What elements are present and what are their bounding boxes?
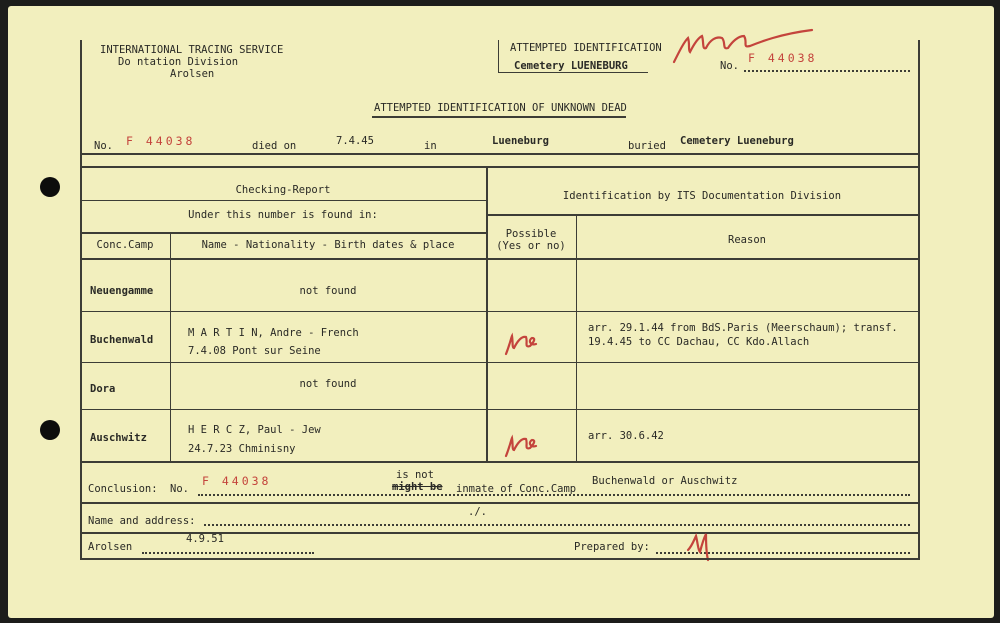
conclusion-inmate: inmate of Conc.Camp (456, 483, 577, 495)
org-name: INTERNATIONAL TRACING SERVICE (100, 44, 284, 56)
row-name: not found (299, 285, 357, 297)
row-reason: arr. 30.6.42 (588, 430, 664, 442)
possible-no-mark (502, 430, 542, 460)
col-header-name: Name - Nationality - Birth dates & place (201, 239, 455, 251)
header-box-bottom (498, 72, 648, 73)
row-name: not found (299, 378, 357, 390)
row-line (80, 409, 920, 410)
row-camp: Auschwitz (90, 432, 147, 444)
possible-no-mark (502, 328, 542, 358)
name-address-value: ./. (468, 506, 487, 518)
checking-subtitle: Under this number is found in: (188, 209, 378, 221)
header-row-line (80, 258, 920, 260)
record-no-value: F 44038 (126, 134, 196, 148)
conclusion-no-value: F 44038 (202, 474, 272, 488)
name-address-dots (204, 524, 910, 526)
died-label: died on (252, 140, 297, 152)
org-division: Do ntation Division (118, 56, 239, 68)
conclusion-struck: might be (392, 481, 443, 493)
col-header-possible: Possible (505, 228, 557, 240)
conclusion-camps: Buchenwald or Auschwitz (592, 475, 738, 487)
in-value: Lueneburg (492, 135, 549, 147)
col-header-camp: Conc.Camp (96, 239, 154, 251)
identification-title-line (486, 214, 918, 216)
row-birth: 7.4.08 Pont sur Seine (188, 345, 321, 357)
document-card (8, 6, 994, 618)
row-line (80, 311, 920, 312)
footer-place: Arolsen (88, 541, 133, 553)
col-header-possible-sub: (Yes or no) (496, 240, 566, 252)
handwritten-none (670, 22, 820, 66)
name-address-label: Name and address: (88, 515, 196, 527)
header-box-line (498, 40, 499, 72)
table-col1-divider (170, 232, 171, 461)
right-border (918, 40, 920, 558)
table-col3-divider (576, 214, 577, 461)
title-underline (372, 116, 626, 118)
box-title: ATTEMPTED IDENTIFICATION (510, 42, 662, 54)
document-title: ATTEMPTED IDENTIFICATION OF UNKNOWN DEAD (374, 102, 627, 114)
table-bottom-line (80, 461, 920, 463)
col-header-reason: Reason (728, 234, 766, 246)
row-name: M A R T I N, Andre - French (188, 327, 359, 339)
checking-title-line (80, 200, 486, 201)
buried-value: Cemetery Lueneburg (680, 135, 794, 147)
conclusion-line (80, 502, 920, 504)
header-no-label: No. (720, 60, 739, 72)
checking-title: Checking-Report (235, 184, 331, 196)
prepared-by-label: Prepared by: (574, 541, 650, 553)
record-no-label: No. (94, 140, 113, 152)
conclusion-no-label: No. (170, 483, 189, 495)
checking-sub-line (80, 232, 486, 234)
row-line (80, 362, 920, 363)
record-line-top (80, 153, 920, 155)
conclusion-label: Conclusion: (88, 483, 158, 495)
header-no-dots (744, 70, 910, 72)
punch-hole (40, 420, 60, 440)
row-camp: Dora (90, 383, 116, 395)
row-name: H E R C Z, Paul - Jew (188, 424, 321, 436)
footer-date: 4.9.51 (186, 533, 224, 545)
conclusion-dots (198, 494, 910, 496)
punch-hole (40, 177, 60, 197)
row-reason: arr. 29.1.44 from BdS.Paris (Meerschaum); transf. (588, 322, 898, 334)
footer-date-dots (142, 552, 314, 554)
row-birth: 24.7.23 Chminisny (188, 443, 296, 455)
conclusion-is-not: is not (396, 469, 434, 481)
org-city: Arolsen (170, 68, 215, 80)
died-value: 7.4.45 (336, 135, 374, 147)
identification-title: Identification by ITS Documentation Division (562, 190, 842, 202)
row-camp: Neuengamme (90, 285, 154, 297)
in-label: in (424, 140, 437, 152)
row-camp: Buchenwald (90, 334, 154, 346)
table-mid-divider (486, 167, 488, 461)
box-cemetery: Cemetery LUENEBURG (514, 60, 628, 72)
left-border (80, 40, 82, 558)
footer-bottom-line (80, 558, 920, 560)
header-no-value: F 44038 (748, 51, 818, 65)
buried-label: buried (628, 140, 666, 152)
row-reason-2: 19.4.45 to CC Dachau, CC Kdo.Allach (588, 336, 810, 348)
record-line-bottom (80, 166, 920, 168)
prepared-by-signature (684, 528, 718, 562)
